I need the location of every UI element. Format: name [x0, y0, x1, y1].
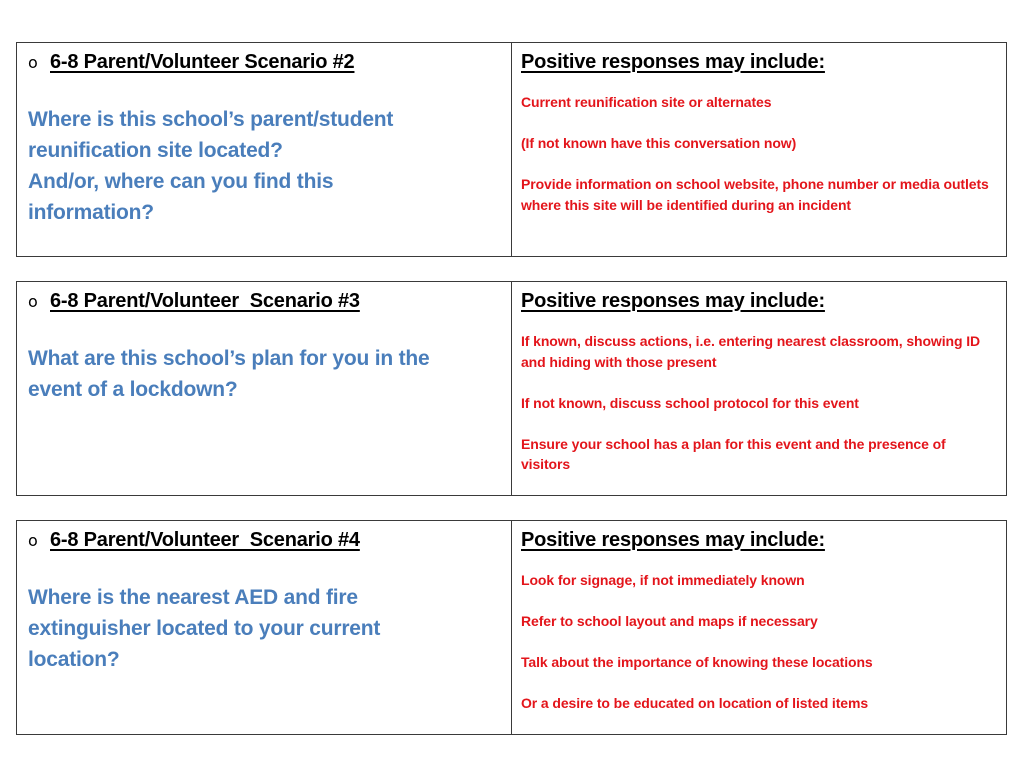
responses-heading: Positive responses may include: [521, 529, 825, 551]
scenario-question: Where is this school’s parent/student reunification site located? And/or, where can you find this information? [28, 108, 394, 224]
scenario-card-4 [16, 520, 1007, 735]
scenario-question: What are this school’s plan for you in the event of a lockdown? [28, 347, 430, 401]
response-item: Refer to school layout and maps if necessary [521, 613, 818, 629]
scenario-card-2 [16, 42, 1007, 257]
responses-column [512, 521, 1006, 734]
scenario-column [17, 43, 512, 256]
responses-column [512, 43, 1006, 256]
response-item: Provide information on school website, phone number or media outlets where this site will be identified during an incident [521, 176, 989, 213]
scenario-column [17, 282, 512, 495]
bullet-marker: o [28, 531, 38, 550]
responses-heading: Positive responses may include: [521, 51, 825, 73]
scenario-title-row [28, 51, 501, 74]
scenario-title: 6-8 Parent/Volunteer Scenario #3 [50, 290, 360, 312]
responses-list [521, 570, 998, 714]
response-item: If not known, discuss school protocol for this event [521, 394, 859, 411]
responses-list [521, 92, 998, 215]
response-item: If known, discuss actions, i.e. entering nearest classroom, showing ID and hiding with those present [521, 333, 981, 370]
response-item: Talk about the importance of knowing these locations [521, 654, 873, 670]
scenario-title: 6-8 Parent/Volunteer Scenario #4 [50, 529, 360, 551]
response-item: Current reunification site or alternates [521, 94, 772, 110]
responses-heading: Positive responses may include: [521, 290, 825, 312]
scenario-column [17, 521, 512, 734]
responses-column [512, 282, 1006, 495]
scenario-question: Where is the nearest AED and fire extinguisher located to your current location? [28, 586, 381, 671]
scenario-title: 6-8 Parent/Volunteer Scenario #2 [50, 51, 355, 73]
bullet-marker: o [28, 292, 38, 311]
responses-list [521, 331, 998, 475]
scenario-title-row [28, 290, 501, 313]
response-item: Or a desire to be educated on location of listed items [521, 695, 869, 711]
scenario-card-3 [16, 281, 1007, 496]
response-item: Look for signage, if not immediately known [521, 572, 805, 588]
bullet-marker: o [28, 53, 38, 72]
response-item: Ensure your school has a plan for this event and the presence of visitors [521, 435, 946, 472]
scenario-title-row [28, 529, 501, 552]
response-item: (If not known have this conversation now) [521, 135, 797, 151]
